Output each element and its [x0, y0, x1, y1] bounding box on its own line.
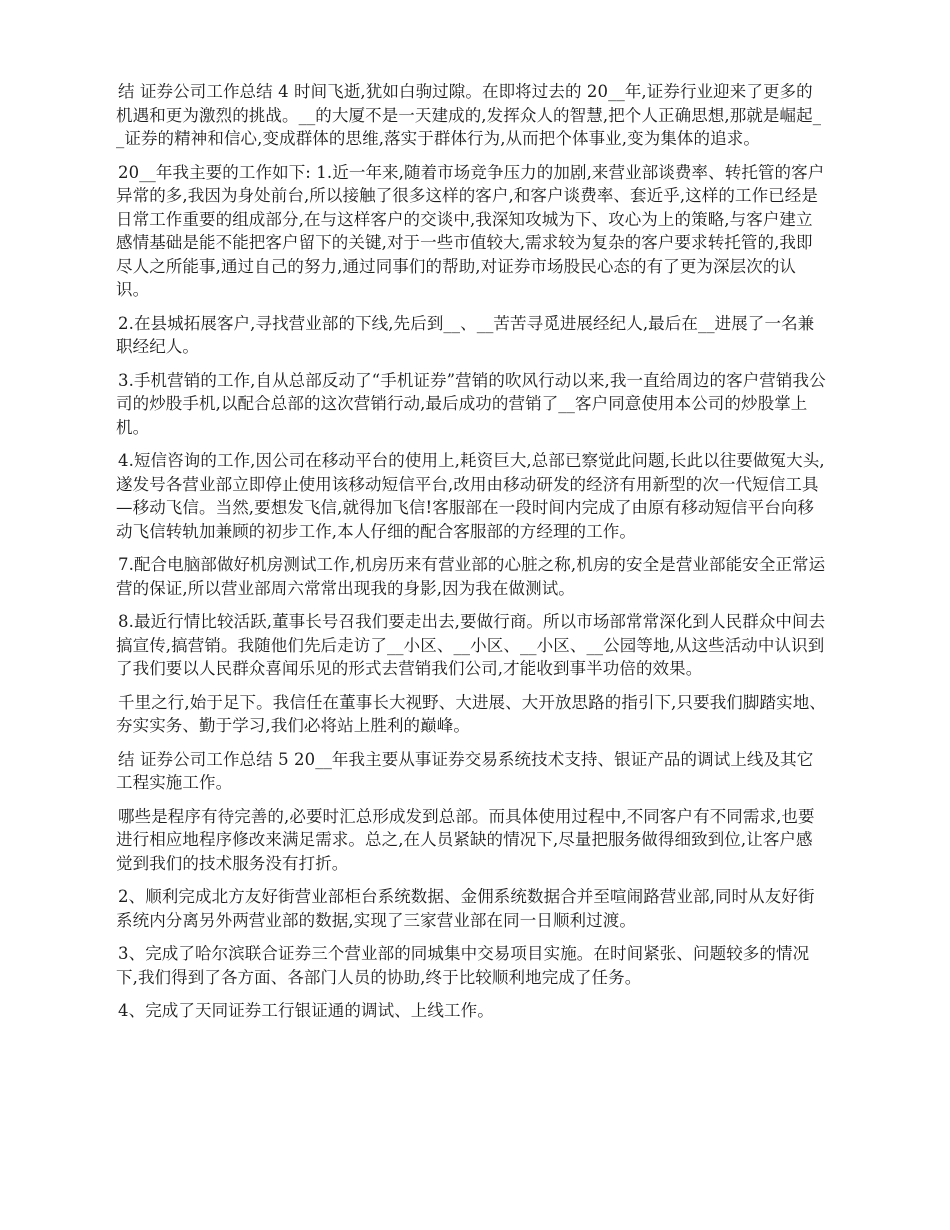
paragraph-work-item-1: 20__年我主要的工作如下: 1.近一年来,随着市场竞争压力的加剧,来营业部谈费率、转托管的客户异常的多,我因为身处前台,所以接触了很多这样的客户,和客户谈费率、套近乎,这样的工作已经是日常工作重要的组成部分,在与这样客户的交谈中,我深知攻城为下、攻心为上的策略,与客户建立感情基础是能不能把客户留下的关键,对于一些市值较大,需求较为复杂的客户要求转托管的,我即尽人之所能事,通过自己的努力,通过同事们的帮助,对证券市场股民心态的有了更为深层次的认识。	[116, 162, 825, 299]
paragraph-summary-4-intro: 结 证券公司工作总结 4 时间飞逝,犹如白驹过隙。在即将过去的 20__年,证券行业迎来了更多的机遇和更为激烈的挑战。__的大厦不是一天建成的,发挥众人的智慧,把个人正确思想,那就是崛起__证券的精神和信心,变成群体的思维,落实于群体行为,从而把个体事业,变为集体的追求。	[116, 82, 822, 148]
paragraph-task-3: 3、完成了哈尔滨联合证券三个营业部的同城集中交易项目实施。在时间紧张、问题较多的情况下,我们得到了各方面、各部门人员的协助,终于比较顺利地完成了任务。	[116, 944, 810, 987]
paragraph-task-4: 4、完成了天同证券工行银证通的调试、上线工作。	[118, 1001, 494, 1020]
document-body	[116, 80, 828, 1033]
paragraph-summary-5-intro: 结 证券公司工作总结 5 20__年我主要从事证券交易系统技术支持、银证产品的调试上线及其它工程实施工作。	[116, 749, 814, 792]
paragraph-work-item-2: 2.在县城拓展客户,寻找营业部的下线,先后到__、__苦苦寻觅进展经纪人,最后在__进展了一名兼职经纪人。	[116, 313, 815, 356]
paragraph-work-item-3: 3.手机营销的工作,自从总部反动了“手机证券”营销的吹风行动以来,我一直给周边的客户营销我公司的炒股手机,以配合总部的这次营销行动,最后成功的营销了__客户同意使用本公司的炒股掌上机。	[116, 370, 826, 437]
paragraph-task-2: 2、顺利完成北方友好街营业部柜台系统数据、金佣系统数据合并至喧闹路营业部,同时从友好街系统内分离另外两营业部的数据,实现了三家营业部在同一日顺利过渡。	[116, 887, 815, 930]
paragraph-work-item-8: 8.最近行情比较活跃,董事长号召我们要走出去,要做行商。所以市场部常常深化到人民群众中间去搞宣传,搞营销。我随他们先后走访了__小区、__小区、__小区、__公园等地,从这些活动中认识到了我们要以人民群众喜闻乐见的形式去营销我们公司,才能收到事半功倍的效果。	[116, 612, 826, 678]
paragraph-conclusion: 千里之行,始于足下。我信任在董事长大视野、大进展、大开放思路的指引下,只要我们脚踏实地、夯实实务、勤于学习,我们必将站上胜利的巅峰。	[116, 692, 826, 735]
paragraph-work-item-4: 4.短信咨询的工作,因公司在移动平台的使用上,耗资巨大,总部已察觉此问题,长此以往要做冤大头,遂发号各营业部立即停止使用该移动短信平台,改用由移动研发的经济有用新型的次一代短信工具—移动飞信。当然,要想发飞信,就得加飞信!客服部在一段时间内完成了由原有移动短信平台向移动飞信转轨加兼顾的初步工作,本人仔细的配合客服部的方经理的工作。	[116, 451, 825, 541]
paragraph-work-item-7: 7.配合电脑部做好机房测试工作,机房历来有营业部的心脏之称,机房的安全是营业部能安全正常运营的保证,所以营业部周六常常出现我的身影,因为我在做测试。	[116, 555, 826, 598]
paragraph-program-improvement: 哪些是程序有待完善的,必要时汇总形成发到总部。而具体使用过程中,不同客户有不同需求,也要进行相应地程序修改来满足需求。总之,在人员紧缺的情况下,尽量把服务做得细致到位,让客户感觉到我们的技术服务没有打折。	[116, 806, 815, 873]
